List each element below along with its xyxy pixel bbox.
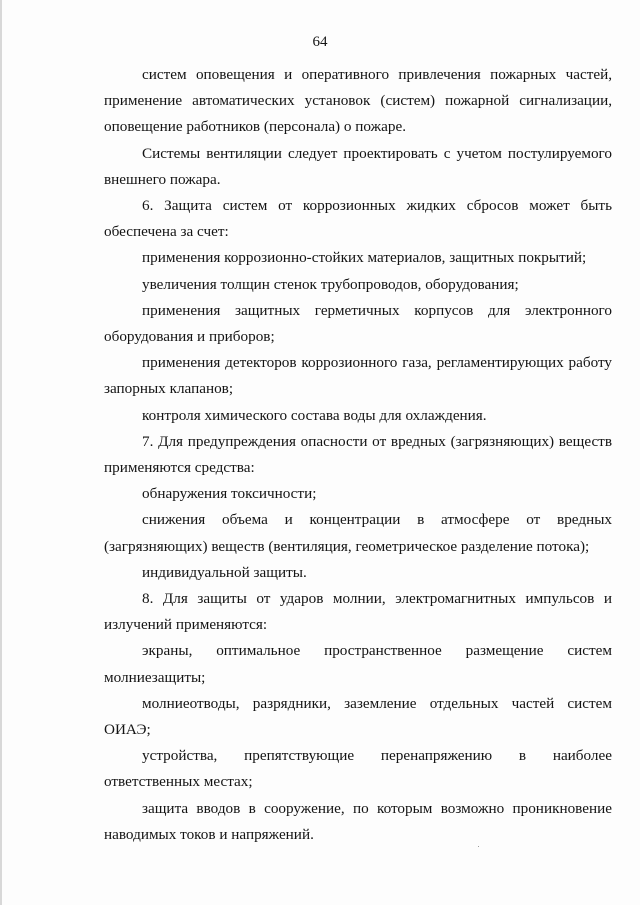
scan-speck	[478, 846, 479, 847]
paragraph: Системы вентиляции следует проектировать с учетом постулируемого внешнего пожара.	[104, 144, 612, 188]
paragraph: 8. Для защиты от ударов молнии, электромагнитных импульсов и излучений применяются:	[104, 590, 612, 634]
paragraph: применения коррозионно-стойких материалов, защитных покрытий;	[142, 249, 587, 267]
paragraph: 6. Защита систем от коррозионных жидких сбросов может быть обеспечена за счет:	[104, 197, 612, 241]
paragraph: контроля химического состава воды для охлаждения.	[142, 406, 487, 424]
page-number: 64	[312, 34, 328, 50]
page-edge	[0, 0, 2, 905]
paragraph: молниеотводы, разрядники, заземление отдельных частей систем ОИАЭ;	[104, 694, 612, 739]
paragraph: применения детекторов коррозионного газа, регламентирующих работу запорных клапанов;	[104, 354, 612, 398]
paragraph: экраны, оптимальное пространственное размещение систем молниезащиты;	[104, 642, 612, 686]
paragraph: применения защитных герметичных корпусов для электронного оборудования и приборов;	[104, 301, 612, 346]
paragraph: индивидуальной защиты.	[142, 563, 307, 581]
paragraph: обнаружения токсичности;	[142, 485, 317, 503]
document-body	[104, 62, 612, 848]
paragraph: снижения объема и концентрации в атмосфере от вредных (загрязняющих) веществ (вентиляция, геометрическое разделение потока);	[104, 511, 612, 555]
paragraph: устройства, препятствующие перенапряжению в наиболее ответственных местах;	[104, 747, 612, 791]
paragraph: систем оповещения и оперативного привлечения пожарных частей, применение автоматических установок (систем) пожарной сигнализации, оповещение работников (персонала) о пожаре.	[104, 66, 612, 136]
paragraph: увеличения толщин стенок трубопроводов, оборудования;	[142, 275, 519, 293]
paragraph: защита вводов в сооружение, по которым возможно проникновение наводимых токов и напряжений.	[104, 799, 612, 843]
paragraph: 7. Для предупреждения опасности от вредных (загрязняющих) веществ применяются средства:	[104, 432, 612, 477]
